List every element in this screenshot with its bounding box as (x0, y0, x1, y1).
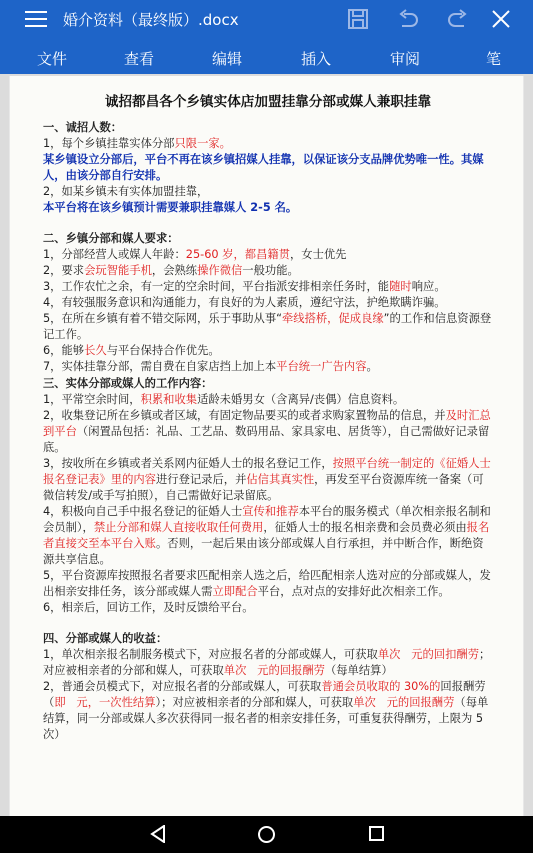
top-toolbar (0, 0, 533, 38)
paragraph (43, 343, 493, 359)
document-body (43, 94, 493, 743)
text-run: ，再发至平台资源库统一备案（可微信转发/或手写拍照），自己需做好记录留底。 (43, 473, 484, 502)
text-run: ，征婚人士的报名相亲费和会员费必须由 (263, 521, 467, 534)
section-heading: 一、诚招人数： (43, 121, 123, 134)
text-run: 平台，点对点的安排好此次相亲工作。 (257, 585, 450, 598)
text-run: 5，平台资源库按照报名者要求匹配相亲人选之后，给匹配相亲人选对应的分部或媒人，发出相亲安排任务，该分部或媒人需 (43, 569, 491, 598)
menu-icon[interactable] (25, 11, 47, 27)
document-heading: 诚招都昌各个乡镇实体店加盟挂靠分部或媒人兼职挂靠 (104, 94, 432, 110)
document-page[interactable] (9, 76, 524, 816)
save-icon[interactable] (346, 8, 370, 30)
text-run-red: 牵线搭桥，促成良缘 (281, 312, 384, 325)
text-run: 3，按收所在乡镇或者关系网内征婚人士的报名登记工作， (43, 457, 333, 470)
text-run-red: 随时 (389, 280, 412, 293)
paragraph (43, 311, 493, 343)
text-run: 1，每个乡镇挂靠实体分部 (43, 137, 175, 150)
paragraph (43, 263, 493, 279)
text-run: 与平台保持合作优先。 (106, 344, 220, 357)
text-run-red: 即 (54, 696, 66, 709)
text-run: 1，分部经营人或媒人年龄： (43, 248, 186, 261)
text-run: 2，要求 (43, 264, 85, 277)
text-run-red: 禁止分部和媒人直接收取任何费用 (93, 521, 264, 534)
text-run: 进行登记录后，并 (155, 473, 247, 486)
text-run-red: 宣传和推荐 (242, 505, 299, 518)
text-run-red: 元的回报酬劳 (257, 664, 325, 677)
paragraph: 4，有较强服务意识和沟通能力，有良好的为人素质，遵纪守法，护绝欺瞒诈骗。 (43, 296, 446, 309)
text-run: 6，能够 (43, 344, 85, 357)
tab-pen[interactable]: 笔 (486, 50, 502, 68)
text-run: （每单结算） (324, 664, 393, 677)
text-run: ”的工作和信息资源登记工作。 (43, 312, 492, 341)
tab-insert[interactable]: 插入 (301, 50, 332, 68)
text-run-red: 长久 (84, 344, 107, 357)
text-run-red: 按照平台统一制定的《征婚人士报名登记表》里的内容 (43, 457, 491, 486)
text-run-red: 普通会员收取的 30%的 (321, 680, 441, 693)
text-run-red: 元的回扣酬劳 (411, 648, 479, 661)
text-run: ）；对应被相亲者的分部和媒人，可获取 (155, 696, 354, 709)
paragraph (43, 359, 493, 375)
text-run-red: 立即配合 (212, 585, 258, 598)
text-run: 本平台的服务模式（单次相亲报名制和会员制）， (43, 505, 491, 534)
text-run: 2，普通会员模式下，对应报名者的分部或媒人，可获取 (43, 680, 322, 693)
text-run-red: 平台统一广告内容 (276, 360, 367, 373)
text-run-red: 25-60 岁，都昌籍贯 (185, 248, 290, 261)
nav-back-icon[interactable] (150, 825, 166, 843)
paragraph (43, 456, 493, 504)
text-run: 响应。 (411, 280, 446, 293)
blank-line (43, 216, 493, 230)
ribbon-tabs (0, 38, 533, 74)
tab-review[interactable]: 审阅 (390, 50, 421, 68)
section-heading: 四、分部或媒人的收益： (43, 632, 168, 645)
text-run: 2，收集登记所在乡镇或者区域，有固定物品要买的或者求购家置物品的信息，并 (43, 409, 446, 422)
undo-icon[interactable] (396, 8, 420, 30)
paragraph-blue: 某乡镇设立分部后，平台不再在该乡镇招媒人挂靠，以保证该分支品牌优势唯一性。其媒人，由该分部自行安排。 (43, 153, 484, 182)
text-run-red: 报名者直接交至本平台入账 (43, 521, 490, 550)
text-run: ，女士优先 (289, 248, 347, 261)
redo-icon[interactable] (446, 8, 470, 30)
text-run-red: 单次 (353, 696, 376, 709)
paragraph (43, 247, 493, 263)
tab-view[interactable]: 查看 (124, 50, 155, 68)
text-run: 5，在所在乡镇有着不错交际网，乐于事助从事“ (43, 312, 282, 325)
text-run: （每单结算，同一分部或媒人多次获得同一报名者的相亲安排任务，可重复获得酬劳，上限为 5 次） (43, 696, 489, 741)
blank-line (43, 616, 493, 630)
text-run: 适龄未婚男女（含离异/丧偶）信息资料。 (197, 393, 405, 406)
text-run: 一般功能。 (242, 264, 299, 277)
paragraph (43, 392, 493, 408)
text-run-red: 单次 (377, 648, 401, 661)
text-run-red: 会玩智能手机 (84, 264, 152, 277)
nav-recent-icon[interactable] (369, 826, 384, 841)
paragraph (43, 279, 493, 295)
paragraph (43, 136, 493, 152)
text-run: ，会熟练 (151, 264, 198, 277)
text-run-red: 积累和收集 (140, 393, 198, 406)
section-heading: 二、乡镇分部和媒人要求： (43, 232, 179, 245)
text-run-red: 及时汇总到平台 (43, 409, 491, 438)
tab-file[interactable]: 文件 (37, 50, 68, 68)
text-run: 。 (366, 360, 378, 373)
text-run: ；对应被相亲者的分部和媒人，可获取 (43, 648, 491, 677)
paragraph: 2，如某乡镇未有实体加盟挂靠， (43, 185, 209, 198)
text-run-red: 元的回报酬劳 (386, 696, 455, 709)
paragraph-blue: 本平台将在该乡镇预计需要兼职挂靠媒人 2-5 名。 (43, 201, 298, 214)
text-run: 回报酬劳（ (43, 680, 486, 709)
text-run: 3，工作农忙之余，有一定的空余时间，平台指派安排相亲任务时，能 (43, 280, 390, 293)
nav-home-icon[interactable] (258, 826, 275, 843)
android-nav-bar (0, 816, 533, 853)
paragraph (43, 408, 493, 456)
text-run-red: 佔信其真实性 (246, 473, 315, 486)
text-run-red: 单次 (223, 664, 247, 677)
close-icon[interactable] (489, 8, 513, 30)
text-run: 1，平常空余时间， (43, 393, 141, 406)
section-heading: 三、实体分部或媒人的工作内容： (43, 377, 213, 390)
paragraph (43, 679, 493, 743)
text-run: 4，积极向自己手中报名登记的征婚人士 (43, 505, 243, 518)
tab-edit[interactable]: 编辑 (212, 50, 243, 68)
text-run: 1，单次相亲报名制服务模式下，对应报名者的分部或媒人，可获取 (43, 648, 378, 661)
text-run-red: 元，一次性结算 (76, 696, 156, 709)
paragraph (43, 504, 493, 568)
text-run: （闲置品包括：礼品、工艺品、数码用品、家具家电、居货等），自己需做好记录留底。 (43, 425, 490, 454)
document-file-title: 婚介资料（最终版）.docx (63, 11, 239, 29)
paragraph (43, 568, 493, 600)
text-run: 7，实体挂靠分部，需自费在自家店挡上加上本 (43, 360, 277, 373)
text-run: 。否则，一起后果由该分部或媒人自行承担，并中断合作，断绝资源共享信息。 (43, 537, 484, 566)
text-run-red: 操作微信 (197, 264, 243, 277)
text-run-red: 只限一家。 (174, 137, 231, 150)
paragraph: 6，相亲后，回访工作，及时反馈给平台。 (43, 601, 254, 614)
paragraph (43, 647, 493, 679)
